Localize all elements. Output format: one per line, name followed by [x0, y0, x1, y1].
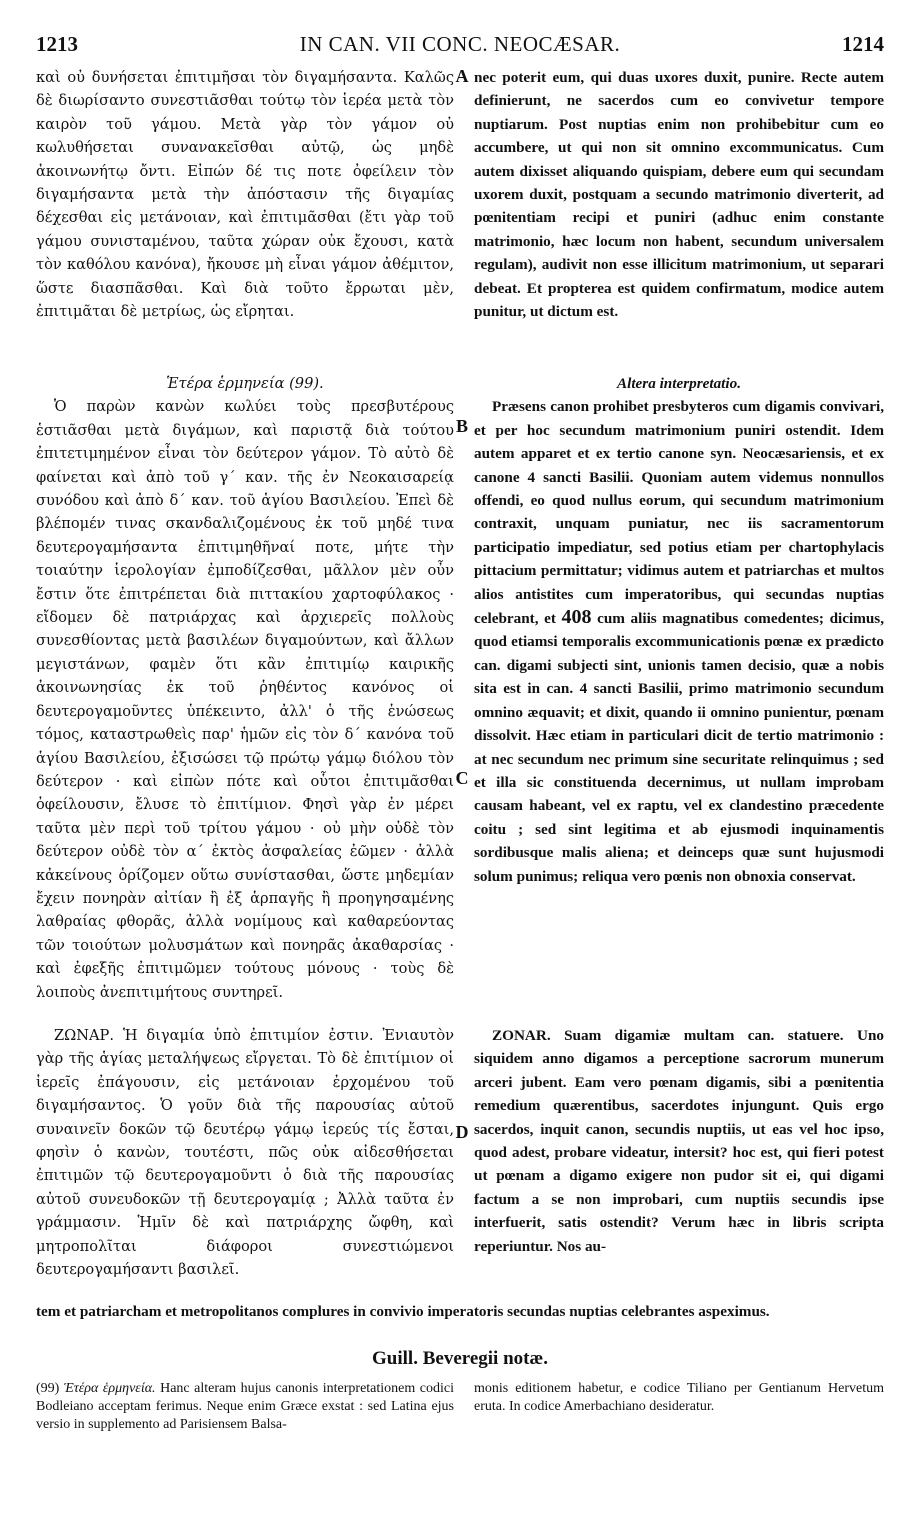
greek-alt-heading: Ἑτέρα ἑρμηνεία (99).	[166, 375, 324, 392]
running-title: IN CAN. VII CONC. NEOCÆSAR.	[299, 32, 621, 56]
latin-canon-end	[474, 66, 884, 323]
greek-alt-interpretation	[36, 372, 454, 1004]
greek-canon-end-text: καὶ οὐ δυνήσεται ἐπιτιμῆσαι τὸν διγαμήσαντα. Καλῶς δὲ διωρίσαντο συνεστιᾶσθαι τούτῳ τὸν ἱερέα μετὰ τὸν καιρὸν τοῦ γάμου. Μετὰ γὰρ τὸν γάμον οὐ κωλυθήσεται συνανακεῖσθαι αὐτῷ, ὡς μηδὲ ἀκοινωνήτῳ ὄντι. Εἰπών δέ τις ποτε ὀφείλειν τὸν διγαμήσαντα μετὰ τὴν ἀπόστασιν τῆς διγαμίας δέχεσθαι εἰς μετάνοιαν, καὶ ἐπιτιμᾶσθαι (ἔτι γὰρ τοῦ γάμου συνισταμένου, ταῦτα χώραν οὐκ ἔχουσι, κατὰ τὸν καθόλου κανόνα), ἤκουσε μὴ εἶναι γάμον ἀθέμιτον, ὥστε διασπᾶσθαι. Καὶ διὰ τοῦτο ἔρρωται μὲν, ἐπιτιμᾶται δὲ μετρίως, ὡς εἴρηται.	[36, 69, 454, 321]
greek-zonaras-text: Ἡ διγαμία ὑπὸ ἐπιτιμίον ἐστιν. Ἐνιαυτὸν γὰρ τῆς ἁγίας μεταλήψεως εἴργεται. Τὸ δὲ ἐπιτίμιον οἱ ἱερεῖς ἐπάγουσιν, εἰς μετάνοιαν ἐρχομένου τοῦ διγαμήσαντος. Ὁ γοῦν διὰ τῆς παρουσίας αὐτοῦ συναινεῖν δοκῶν τῷ δευτέρῳ γάμῳ ἱερεύς τίς ἔσται, φησὶν ὁ κανὼν, τουτέστι, πῶς οὐκ αἰδεσθήσεται ἐπιτιμῶν τῷ δευτερογαμοῦντι ὁ διὰ τῆς παρουσίας αὐτοῦ συνευδοκῶν τῇ δευτερογαμίᾳ ; Ἀλλὰ ταῦτα ἐν γράμμασιν. Ἡμῖν δὲ καὶ πατριάρχης ὤφθη, καὶ μητροπολῖται διάφοροι συνεστιώμενοι δευτερογαμήσαντι βασιλεῖ.	[36, 1027, 454, 1279]
greek-zonaras-label: ΖΩΝΑΡ.	[54, 1027, 115, 1044]
margin-letter-b: B	[455, 416, 468, 436]
latin-alt-heading: Altera interpretatio.	[616, 375, 742, 392]
note-left	[36, 1380, 454, 1434]
greek-zonaras	[36, 1024, 454, 1281]
latin-alt-text-after: cum aliis magnatibus comedentes; dicimus, quod etiamsi temporalis excommunicationis pœnæ ex prædicto can. digami subjecti sint, unionis tamen decisio, quæ a nobis sita est in can. 4 sancti Basilii, primo matrimonio secundum omnino æquavit; et dixit, quando ii omnino punientur, pœnam dissolvit. Hæc etiam in particulari dicit de tertio matrimonio : at nec secundum nec primum sine securitate relinquimus ; sed et illa sic constituenda decernimus, ut nullam improbam causam habeant, vel ex raptu, vel ex clandestino præcedente coitu ; sed sint legitima et ab ejusmodi inquinamentis sordibusque malis aliena; et deinceps quæ sunt hujusmodi solum punimus; reliqua vero pœnis non obnoxia conservat.	[474, 610, 884, 885]
note-right-text: monis editionem habetur, e codice Tiliano per Gentianum Hervetum eruta. In codice Amerbachiano desideratur.	[474, 1381, 884, 1414]
note-number: (99)	[36, 1381, 60, 1396]
latin-alt-text-before: Præsens canon prohibet presbyteros cum digamis convivari, et per hoc secundum matrimonium puniri ostendit. Idem autem apparet et ex tertio canone syn. Neocæsariensis, et ex canone 4 sancti Basilii. Quoniam autem videmus nonnullos offendi, eo quod nullus eorum, qui secundum matrimonium contraxit, unquam puniatur, nec iis sacramentorum participatio impediatur, sed potius etiam per chartophylacis pittacium permittatur; vidimus autem et patriarchas et multos alios antistites cum imperatoribus, qui secundas nuptias celebrant, et	[474, 398, 884, 628]
note-right	[474, 1380, 884, 1416]
page-number-right: 1214	[842, 32, 884, 56]
latin-canon-end-text: nec poterit eum, qui duas uxores duxit, punire. Recte autem definierunt, ne sacerdos cum eo convivetur tempore nuptiarum. Post nuptias enim non prohibebitur cum eo accumbere, ut qui non sit omnino excommunicatus. Cum autem dixisset aliquando quispiam, debere eum qui secundam uxorem duxit, postquam a secundo matrimonio diverterit, ad pœnitentiam recipi et puniri (adhuc enim constante matrimonio, hæc locum non habent, secundum universalem regulam), audivit non esse illicitum matrimonium, ut separari debeat. Et propterea est quidem confirmatum, modice autem punitur, ut dictum est.	[474, 69, 884, 321]
margin-letter-c: C	[455, 768, 469, 788]
greek-alt-text: Ὁ παρὼν κανὼν κωλύει τοὺς πρεσβυτέρους ἑστιᾶσθαι μετὰ διγάμων, καὶ παριστᾷ διὰ τούτου ἐπιτετιμημένον εἶναι τὸν δεύτερον γάμον. Τὸ αὐτὸ δὲ φαίνεται καὶ ἀπὸ τοῦ γ΄ καν. τῆς ἐν Νεοκαισαρείᾳ συνόδου καὶ ἀπὸ δ΄ καν. τοῦ ἁγίου Βασιλείου. Ἐπεὶ δὲ βλέπομέν τινας σκανδαλιζομένους ἐκ τοῦ μηδέ τινα δευτερογαμήσαντα ἐπιτιμηθῆναί ποτε, μήτε τὴν τοιαύτην ἱερολογίαν ἐμποδίζεσθαι, μᾶλλον μὲν οὖν ἔστιν ὅτε ἐπιτρέπεται διὰ πιττακίου χαρτοφύλακος · εἴδομεν δὲ πατριάρχας καὶ ἀρχιερεῖς πολλοὺς συνεσθίοντας μετὰ βασιλέων διγαμούντων, καὶ ἄλλων μεγιστάνων, φαμὲν ὅτι κἂν ἐπιτιμίῳ καιρικῆς ἀκοινωνησίας ἐκ τοῦ ῥηθέντος κανόνος οἱ δευτερογαμοῦντες ὑπέκειντο, ἀλλ' ὁ τῆς ἑνώσεως τόμος, καταστρωθεὶς παρ' ἡμῶν εἰς τὸν δ΄ κανόνα τοῦ ἁγίου Βασιλείου, ἐξισώσει τῷ πρώτῳ γάμῳ διόλου τὸν δεύτερον · καὶ εἰπὼν πότε καὶ οὗτοι ἐπιτιμᾶσθαι ὀφείλουσιν, ἔλυσε τὸ ἐπιτίμιον. Φησὶ γὰρ ἐν μέρει ταῦτα μὲν περὶ τοῦ τρίτου γάμου · οὐ μὴν οὐδὲ τὸν δεύτερον οὐδὲ τὸν α΄ ἐκτὸς ἀσφαλείας ἐῶμεν · ἀλλὰ κἀκείνους ὁρίζομεν οὕτω συνίστασθαι, ὥστε μηδεμίαν ἔχειν πονηρὰν αἰτίαν ἢ ἐξ ἁρπαγῆς ἢ προηγησαμένης λαθραίας φθορᾶς, ἀλλὰ νομίμους καὶ καθαρεύοντας τῶν τοιούτων μολυσμάτων καὶ πονηρᾶς ἀκαθαρσίας · καὶ ἐφεξῆς ἐπιτιμῶμεν τούτους μόνους · τοὺς δὲ λοιποὺς ἀνεπιτιμήτους συντηρεῖ.	[36, 398, 454, 1001]
fullwidth-continuation: tem et patriarcham et metropolitanos complures in convivio imperatoris secundas nuptias celebrantes aspeximus.	[36, 1303, 770, 1320]
latin-zonaras-text: Suam digamiæ multam can. statuere. Uno siquidem anno digamos a perceptione sacrorum munerum arceri jubent. Eam vero pœnam digamis, sibi a pœnitentia remedium quærentibus, sacerdotes injungunt. Quis ergo sacerdos, inquit canon, secundis nuptiis, ut eas vel hoc ipso, quod adest, probare videatur, intersit? hoc est, qui fieri potest ut pœnam a digamo exigere non pudor sit ei, qui digami factum a se non improbari, cum nuptiis secundis ipse interfuerit, satis ostendit? Verum hæc in libris scripta reperiuntur. Nos au-	[474, 1027, 884, 1255]
margin-letter-a: A	[455, 66, 469, 86]
greek-canon-end	[36, 66, 454, 323]
running-header	[36, 32, 884, 62]
page-number-left: 1213	[36, 32, 78, 56]
latin-zonaras-label: ZONAR.	[492, 1027, 551, 1044]
margin-letter-d: D	[455, 1122, 469, 1142]
latin-zonaras	[474, 1024, 884, 1258]
notes-title: Guill. Beveregii notæ.	[372, 1348, 548, 1369]
note-left-text: Hanc alteram hujus canonis interpretationem codici Bodleiano acceptam ferimus. Neque enim Græce exstat : sed Latina ejus versio in supplemento ad Parisiensem Balsa-	[36, 1381, 454, 1432]
note-greek-lemma: Ἑτέρα ἑρμηνεία.	[63, 1381, 156, 1396]
page-marker: 408	[561, 606, 592, 629]
latin-alt-interpretation	[474, 372, 884, 888]
